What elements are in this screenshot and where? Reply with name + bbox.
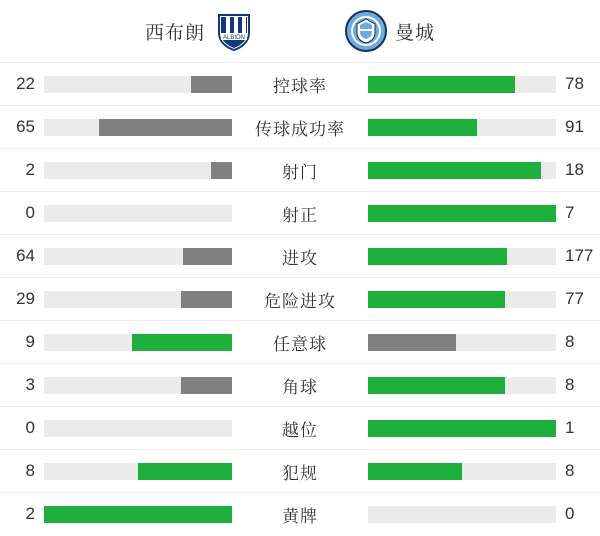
home-value: 29 bbox=[16, 289, 35, 308]
home-value: 3 bbox=[25, 375, 35, 394]
home-value: 22 bbox=[16, 74, 35, 93]
stat-label: 危险进攻 bbox=[264, 291, 336, 311]
home-bar-track bbox=[44, 463, 232, 480]
stat-label: 射门 bbox=[282, 162, 318, 182]
away-bar-track bbox=[368, 463, 556, 480]
away-bar-fill bbox=[368, 205, 556, 222]
away-value: 8 bbox=[565, 461, 575, 480]
away-value: 77 bbox=[565, 289, 584, 308]
home-value: 65 bbox=[16, 117, 35, 136]
man-city-crest-icon bbox=[345, 10, 387, 52]
stat-row bbox=[0, 148, 600, 191]
stat-row bbox=[0, 320, 600, 363]
away-value: 91 bbox=[565, 117, 584, 136]
away-team bbox=[340, 10, 595, 52]
home-bar-fill bbox=[138, 463, 232, 480]
home-value: 0 bbox=[25, 203, 35, 222]
stat-row bbox=[0, 363, 600, 406]
away-value: 0 bbox=[565, 504, 575, 523]
away-bar-track bbox=[368, 248, 556, 265]
home-bar-track bbox=[44, 162, 232, 179]
away-bar-track bbox=[368, 205, 556, 222]
away-bar-fill bbox=[368, 377, 505, 394]
stat-row bbox=[0, 449, 600, 492]
stats-rows bbox=[0, 62, 600, 535]
away-bar-fill bbox=[368, 463, 462, 480]
away-value: 177 bbox=[565, 246, 594, 265]
home-bar-fill bbox=[181, 291, 232, 308]
home-value: 64 bbox=[16, 246, 35, 265]
away-team-name: 曼城 bbox=[395, 22, 436, 44]
away-bar-track bbox=[368, 119, 556, 136]
stat-row bbox=[0, 406, 600, 449]
stat-row bbox=[0, 105, 600, 148]
home-bar-fill bbox=[132, 334, 232, 351]
away-bar-fill bbox=[368, 420, 556, 437]
stat-label: 控球率 bbox=[273, 76, 327, 96]
away-bar-track bbox=[368, 291, 556, 308]
away-value: 7 bbox=[565, 203, 575, 222]
home-bar-track bbox=[44, 506, 232, 523]
home-bar-track bbox=[44, 205, 232, 222]
home-bar-fill bbox=[211, 162, 232, 179]
stat-label: 角球 bbox=[282, 377, 318, 397]
away-bar-track bbox=[368, 76, 556, 93]
away-value: 8 bbox=[565, 375, 575, 394]
home-bar-fill bbox=[183, 248, 232, 265]
away-value: 8 bbox=[565, 332, 575, 351]
stat-label: 犯规 bbox=[282, 463, 318, 483]
stat-label: 进攻 bbox=[282, 248, 318, 268]
home-value: 9 bbox=[25, 332, 35, 351]
stat-label: 黄牌 bbox=[282, 506, 318, 526]
away-value: 18 bbox=[565, 160, 584, 179]
stat-row bbox=[0, 492, 600, 535]
home-bar-track bbox=[44, 248, 232, 265]
away-bar-fill bbox=[368, 334, 456, 351]
away-bar-fill bbox=[368, 76, 515, 93]
away-bar-fill bbox=[368, 291, 505, 308]
home-value: 2 bbox=[25, 160, 35, 179]
away-bar-track bbox=[368, 377, 556, 394]
stat-label: 射正 bbox=[282, 205, 318, 225]
home-bar-track bbox=[44, 76, 232, 93]
home-bar-fill bbox=[44, 506, 232, 523]
away-bar-fill bbox=[368, 248, 507, 265]
home-value: 2 bbox=[25, 504, 35, 523]
home-team-name: 西布朗 bbox=[144, 22, 205, 44]
home-bar-fill bbox=[181, 377, 232, 394]
stat-label: 传球成功率 bbox=[255, 119, 345, 139]
home-bar-fill bbox=[191, 76, 232, 93]
home-bar-track bbox=[44, 334, 232, 351]
home-bar-track bbox=[44, 377, 232, 394]
away-value: 1 bbox=[565, 418, 575, 437]
away-bar-track bbox=[368, 334, 556, 351]
stat-row bbox=[0, 191, 600, 234]
svg-text:ALBION: ALBION bbox=[222, 35, 246, 41]
home-team bbox=[5, 10, 260, 52]
home-bar-track bbox=[44, 420, 232, 437]
home-value: 8 bbox=[25, 461, 35, 480]
away-bar-fill bbox=[368, 119, 477, 136]
stat-label: 任意球 bbox=[273, 334, 327, 354]
home-bar-track bbox=[44, 119, 232, 136]
teams-header bbox=[0, 0, 600, 62]
home-value: 0 bbox=[25, 418, 35, 437]
west-brom-crest-icon bbox=[213, 10, 255, 52]
stat-row bbox=[0, 277, 600, 320]
stat-row bbox=[0, 234, 600, 277]
away-value: 78 bbox=[565, 74, 584, 93]
away-bar-fill bbox=[368, 162, 541, 179]
stat-label: 越位 bbox=[282, 420, 318, 440]
home-bar-track bbox=[44, 291, 232, 308]
away-bar-track bbox=[368, 506, 556, 523]
away-bar-track bbox=[368, 162, 556, 179]
away-bar-track bbox=[368, 420, 556, 437]
stat-row bbox=[0, 62, 600, 105]
home-bar-fill bbox=[99, 119, 232, 136]
